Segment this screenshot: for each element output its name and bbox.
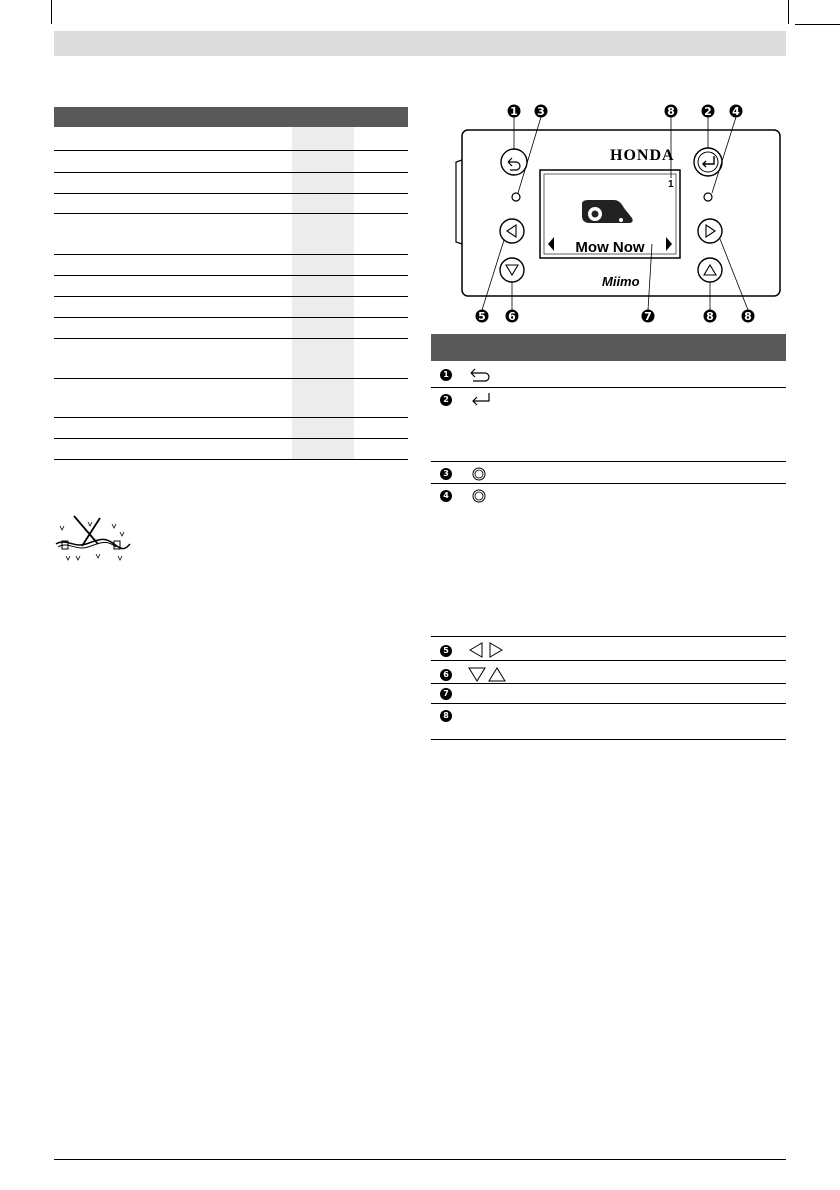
legend-header	[431, 334, 786, 361]
svg-text:2: 2	[704, 105, 712, 118]
table-row	[54, 193, 408, 194]
svg-text:5: 5	[478, 310, 486, 323]
triangle-left-right-icon	[467, 641, 507, 659]
legend-row	[431, 636, 786, 637]
status-led-right	[704, 193, 712, 201]
svg-text:8: 8	[744, 310, 752, 323]
led-ring-icon	[471, 488, 499, 504]
header-band	[54, 31, 786, 56]
svg-text:4: 4	[732, 105, 740, 118]
svg-text:8: 8	[667, 105, 675, 118]
settings-table	[54, 107, 408, 127]
status-led-left	[512, 193, 520, 201]
legend-row	[431, 660, 786, 661]
table-row	[54, 254, 408, 255]
control-panel-diagram	[430, 100, 786, 330]
crop-mark-left	[51, 0, 52, 24]
right-button[interactable]	[698, 219, 722, 243]
legend-number: 7	[440, 688, 452, 700]
footer-rule	[54, 1159, 786, 1160]
triangle-down-up-icon	[467, 665, 509, 683]
table-row	[54, 172, 408, 173]
svg-text:1: 1	[510, 105, 518, 118]
back-arrow-icon	[467, 367, 495, 383]
left-button[interactable]	[500, 219, 524, 243]
legend-number: 6	[440, 669, 452, 681]
screen-message: Mow Now	[575, 239, 645, 256]
table-row	[54, 338, 408, 339]
down-button[interactable]	[500, 258, 524, 282]
legend-row	[431, 703, 786, 704]
legend-row	[431, 683, 786, 684]
table-row	[54, 317, 408, 318]
table-header	[54, 107, 408, 127]
legend-number: 5	[440, 645, 452, 657]
crop-mark-right-h	[795, 24, 840, 25]
table-row	[54, 378, 408, 379]
table-row	[54, 438, 408, 439]
brand-logo: HONDA	[610, 147, 675, 164]
table-row	[54, 275, 408, 276]
side-rail	[456, 160, 462, 244]
legend-number: 4	[440, 490, 452, 502]
table-row	[54, 150, 408, 151]
screen-indicator: 1	[668, 179, 674, 190]
legend-number: 8	[440, 710, 452, 722]
boundary-wire-crossed-icon	[52, 514, 134, 564]
legend-table	[431, 334, 786, 720]
up-button[interactable]	[698, 258, 722, 282]
legend-number: 3	[440, 468, 452, 480]
table-row	[54, 417, 408, 418]
legend-row	[431, 387, 786, 388]
table-row	[54, 459, 408, 460]
table-row	[54, 296, 408, 297]
svg-text:7: 7	[644, 310, 652, 323]
legend-number: 2	[440, 394, 452, 406]
back-button[interactable]	[501, 149, 527, 175]
svg-text:8: 8	[706, 310, 714, 323]
enter-button[interactable]	[694, 148, 722, 176]
table-row	[54, 213, 408, 214]
legend-number: 1	[440, 369, 452, 381]
enter-arrow-icon	[467, 391, 495, 407]
crop-mark-right	[788, 0, 789, 24]
legend-row	[431, 739, 786, 740]
svg-text:3: 3	[537, 105, 545, 118]
legend-row	[431, 461, 786, 462]
model-logo: Miimo	[602, 274, 640, 289]
legend-row	[431, 483, 786, 484]
table-column-shade	[292, 127, 354, 459]
svg-text:6: 6	[508, 310, 516, 323]
led-ring-icon	[471, 466, 499, 482]
